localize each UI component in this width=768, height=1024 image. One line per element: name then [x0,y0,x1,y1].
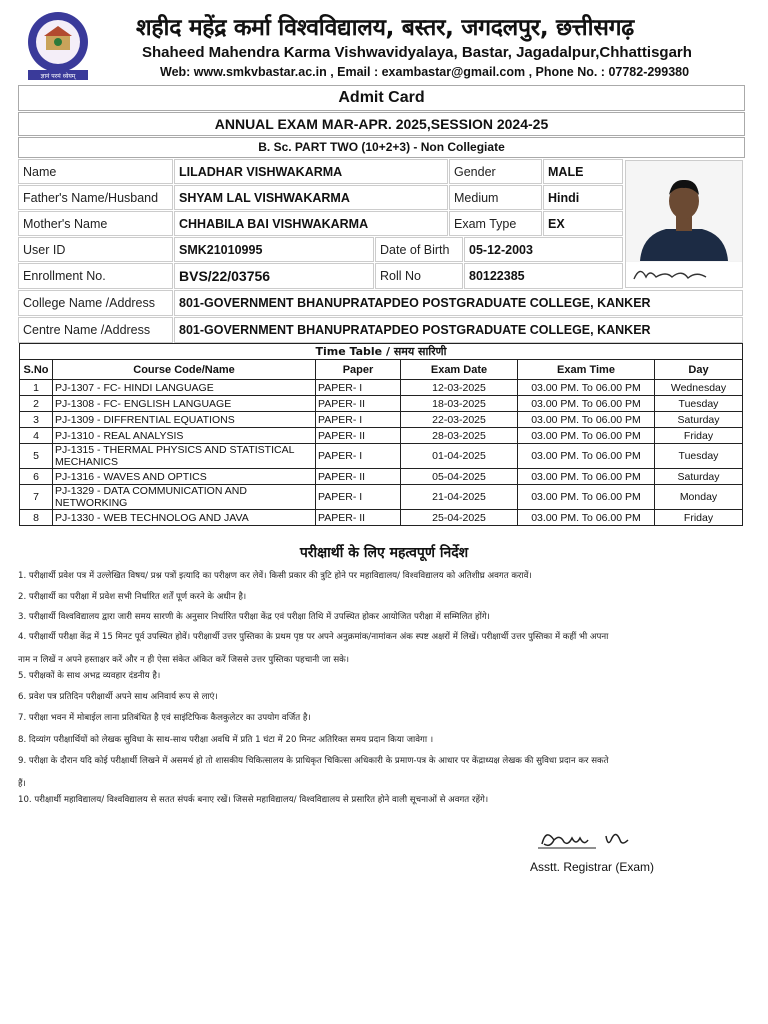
col-paper: Paper [316,360,401,380]
instruction-item: 5. परीक्षकों के साथ अभद्र व्यवहार दंडनीय है। [18,671,161,681]
row-date: 22-03-2025 [401,412,518,428]
row-date: 12-03-2025 [401,380,518,396]
row-date: 01-04-2025 [401,444,518,469]
table-row [20,428,743,444]
userid-value: SMK21010995 [174,237,374,262]
dob-value: 05-12-2003 [464,237,623,262]
row-date: 28-03-2025 [401,428,518,444]
row-sno: 3 [20,412,53,428]
contact-line: Web: www.smkvbastar.ac.in , Email : exambastar@gmail.com , Phone No. : 07782-299380 [160,65,690,79]
table-row [20,510,743,526]
timetable-header [20,360,743,380]
mother-value: CHHABILA BAI VISHWAKARMA [174,211,448,236]
row-paper: PAPER- I [316,485,401,510]
row-paper: PAPER- II [316,428,401,444]
medium-label: Medium [449,185,542,210]
document-title: Admit Card [18,85,745,111]
row-course: PJ-1308 - FC- ENGLISH LANGUAGE [53,396,316,412]
college-label: College Name /Address [18,290,173,316]
row-day: Saturday [655,412,743,428]
mother-label: Mother's Name [18,211,173,236]
row-paper: PAPER- I [316,412,401,428]
table-row [20,380,743,396]
instruction-item: 6. प्रवेश पत्र प्रतिदिन परीक्षार्थी अपने साथ अनिवार्य रूप से लाएं। [18,692,218,702]
gender-label: Gender [449,159,542,184]
row-paper: PAPER- II [316,469,401,485]
row-course: PJ-1307 - FC- HINDI LANGUAGE [53,380,316,396]
row-time: 03.00 PM. To 06.00 PM [518,444,655,469]
table-row [20,444,743,469]
university-name-hindi: शहीद महेंद्र कर्मा विश्वविद्यालय, बस्तर, जगदलपुर, छत्तीसगढ़ [136,15,634,41]
enrollment-label: Enrollment No. [18,263,173,289]
roll-value: 80122385 [464,263,623,289]
row-time: 03.00 PM. To 06.00 PM [518,428,655,444]
instruction-item: नाम न लिखें न अपने हस्ताक्षर करें और न ही ऐसा संकेत अंकित करें जिससे उत्तर पुस्तिका पहचानी जा सके। [18,655,350,665]
row-course: PJ-1329 - DATA COMMUNICATION AND NETWORKING [53,485,316,510]
university-logo [24,10,92,82]
college-value: 801-GOVERNMENT BHANUPRATAPDEO POSTGRADUATE COLLEGE, KANKER [174,290,743,316]
row-day: Friday [655,510,743,526]
table-row [20,412,743,428]
row-time: 03.00 PM. To 06.00 PM [518,396,655,412]
row-course: PJ-1316 - WAVES AND OPTICS [53,469,316,485]
row-sno: 5 [20,444,53,469]
row-time: 03.00 PM. To 06.00 PM [518,469,655,485]
logo-caption: ज्ञानं परमं ध्येयम् [40,73,76,80]
dob-label: Date of Birth [375,237,463,262]
col-time: Exam Time [518,360,655,380]
row-paper: PAPER- I [316,380,401,396]
instruction-item: हैं। [18,779,26,789]
father-value: SHYAM LAL VISHWAKARMA [174,185,448,210]
enrollment-value: BVS/22/03756 [174,263,374,289]
signatory-label: Asstt. Registrar (Exam) [530,860,655,874]
name-value: LILADHAR VISHWAKARMA [174,159,448,184]
instruction-item: 1. परीक्षार्थी प्रवेश पत्र में उल्लेखित विषय/ प्रश्न पत्रों इत्यादि का परीक्षण कर लेवें। किसी प्रकार की त्रुटि होने पर महाविद्यालय/ विश्वविद्यालय को अतिशीघ्र अवगत करावें। [18,571,532,581]
instruction-item: 10. परीक्षार्थी महाविद्यालय/ विश्वविद्यालय से सतत संपर्क बनाए रखें। जिससे महाविद्यालय/ विश्वविद्यालय से प्रसारित होने वाली सूचनाओं से अवगत रहेंगे। [18,795,489,805]
examtype-value: EX [543,211,623,236]
table-row [20,485,743,510]
row-date: 18-03-2025 [401,396,518,412]
gender-value: MALE [543,159,623,184]
row-sno: 6 [20,469,53,485]
row-time: 03.00 PM. To 06.00 PM [518,412,655,428]
row-day: Wednesday [655,380,743,396]
row-date: 05-04-2025 [401,469,518,485]
row-course: PJ-1315 - THERMAL PHYSICS AND STATISTICAL MECHANICS [53,444,316,469]
row-sno: 2 [20,396,53,412]
instruction-item: 2. परीक्षार्थी का परीक्षा में प्रवेश सभी निर्धारित शर्तें पूर्ण करने के अधीन है। [18,592,247,602]
row-day: Friday [655,428,743,444]
roll-label: Roll No [375,263,463,289]
instruction-item: 7. परीक्षा भवन में मोबाईल लाना प्रतिबंधित है एवं साइंटिफिक कैलकुलेटर का उपयोग वर्जित है। [18,713,311,723]
timetable-caption: Time Table / समय सारिणी [20,344,743,360]
row-date: 25-04-2025 [401,510,518,526]
col-date: Exam Date [401,360,518,380]
medium-value: Hindi [543,185,623,210]
table-row [20,469,743,485]
row-day: Monday [655,485,743,510]
registrar-signature [536,820,636,854]
instruction-item: 9. परीक्षा के दौरान यदि कोई परीक्षार्थी लिखने में असमर्थ हो तो शासकीय चिकित्सालय के प्राधिकृत चिकित्सा अधिकारी के प्रमाण-पत्र के आधार पर केंद्राध्यक्ष लेखक की सुविधा प्रदान कर सकते [18,756,609,766]
instruction-item: 3. परीक्षार्थी विश्वविद्यालय द्वारा जारी समय सारणी के अनुसार निर्धारित परीक्षा केंद्र एवं परीक्षा तिथि में उपस्थित होकर आयोजित परीक्षा में सम्मिलित होंगे। [18,612,490,622]
row-paper: PAPER- II [316,510,401,526]
student-photo [625,160,743,288]
instruction-item: 8. दिव्यांग परीक्षार्थियों को लेखक सुविधा के साथ-साथ परीक्षा अवधि में प्रति 1 घंटा में 20 मिनट अतिरिक्त समय प्रदान किया जावेगा । [18,735,434,745]
centre-label: Centre Name /Address [18,317,173,343]
row-day: Tuesday [655,444,743,469]
row-course: PJ-1310 - REAL ANALYSIS [53,428,316,444]
instructions-title: परीक्षार्थी के लिए महत्वपूर्ण निर्देश [299,545,469,561]
exam-title: ANNUAL EXAM MAR-APR. 2025,SESSION 2024-25 [18,112,745,136]
row-day: Tuesday [655,396,743,412]
row-date: 21-04-2025 [401,485,518,510]
row-sno: 7 [20,485,53,510]
name-label: Name [18,159,173,184]
university-name-english: Shaheed Mahendra Karma Vishwavidyalaya, Bastar, Jagadalpur,Chhattisgarh [142,44,692,61]
course-title: B. Sc. PART TWO (10+2+3) - Non Collegiate [18,137,745,158]
row-sno: 1 [20,380,53,396]
col-course: Course Code/Name [53,360,316,380]
row-paper: PAPER- I [316,444,401,469]
timetable [19,343,743,526]
userid-label: User ID [18,237,173,262]
col-sno: S.No [20,360,53,380]
table-row [20,396,743,412]
centre-value: 801-GOVERNMENT BHANUPRATAPDEO POSTGRADUATE COLLEGE, KANKER [174,317,743,343]
father-label: Father's Name/Husband [18,185,173,210]
row-time: 03.00 PM. To 06.00 PM [518,510,655,526]
instruction-item: 4. परीक्षार्थी परीक्षा केंद्र में 15 मिनट पूर्व उपस्थित होवें। परीक्षार्थी उत्तर पुस्तिका के प्रथम पृष्ठ पर अपने अनुक्रमांक/नामांकन अंक स्पष्ट अक्षरों में लिखें। परीक्षार्थी उत्तर पुस्तिका में कहीं भी अपना [18,632,609,642]
row-course: PJ-1330 - WEB TECHNOLOG AND JAVA [53,510,316,526]
row-course: PJ-1309 - DIFFRENTIAL EQUATIONS [53,412,316,428]
row-time: 03.00 PM. To 06.00 PM [518,485,655,510]
row-time: 03.00 PM. To 06.00 PM [518,380,655,396]
row-sno: 8 [20,510,53,526]
row-sno: 4 [20,428,53,444]
row-paper: PAPER- II [316,396,401,412]
examtype-label: Exam Type [449,211,542,236]
row-day: Saturday [655,469,743,485]
col-day: Day [655,360,743,380]
